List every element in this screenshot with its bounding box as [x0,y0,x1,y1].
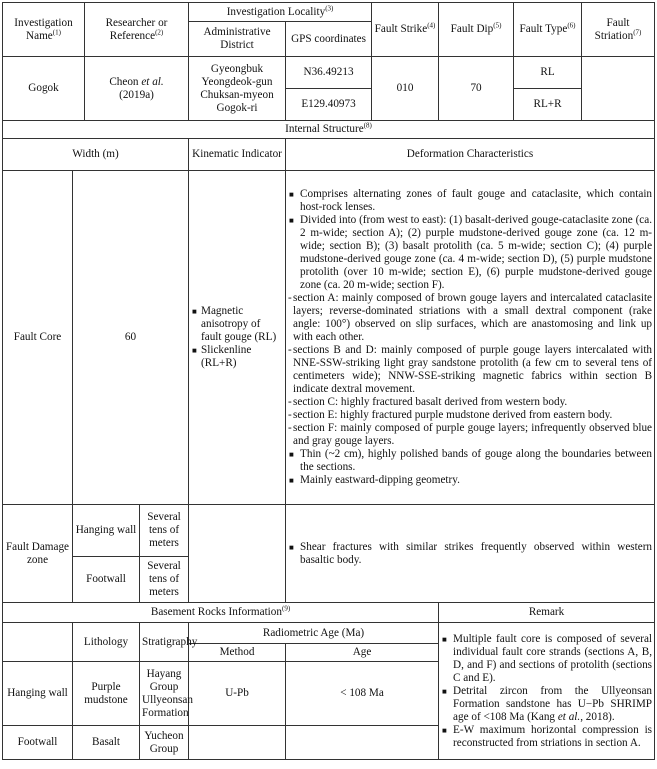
internal-structure-title: Internal Structure$^{(8)}$ [3,121,655,139]
kinematic-item: ■ Slickenline (RL+R) [191,344,283,370]
age-header: Age [286,644,439,662]
header-fault-type: Fault Type$^{(6)}$ [514,3,582,57]
header-fault-striation: Fault Striation$^{(7)}$ [582,3,655,57]
deformation-item: - section C: highly fractured basalt derived from western body. [288,396,652,409]
damage-deformation-item: ■ Shear fractures with similar strikes frequently observed within western basaltic body. [288,541,652,567]
header-fault-dip: Fault Dip$^{(5)}$ [439,3,514,57]
fault-core-width: 60 [73,171,189,505]
basement-fw-age-blank [286,726,439,760]
basement-fw-stratigraphy: Yucheon Group [140,726,189,760]
deformation-item: - section A: mainly composed of brown gouge layers and intercalated cataclasite layers; reverse-dominated striations with a small dextral component (rake angle: 100°) observed on slip surfaces, which are anastomosing and link up with each other. [288,292,652,344]
basement-hanging-wall-label: Hanging wall [3,662,73,726]
damage-hanging-wall-width: Several tens of meters [140,505,189,557]
basement-fw-lithology: Basalt [73,726,140,760]
remark-item: ■ E-W maximum horizontal compression is reconstructed from striations in section A. [441,724,652,750]
deformation-item: - sections B and D: mainly composed of purple gouge layers intercalated with NNE-SSW-striking light gray sandstone protolith (a few cm to several tens of centimeters wide); NNW-SSE-striking magnetic fabrics within section B indicate dextral movement. [288,344,652,396]
header-investigation-name: Investigation Name$^{(1)}$ [3,3,85,57]
header-gps: GPS coordinates [286,22,372,57]
fault-core-deformation [286,171,655,505]
header-researcher: Researcher or Reference$^{(2)}$ [85,3,189,57]
damage-zone-deformation [286,505,655,603]
basement-title: Basement Rocks Information$^{(9)}$ [3,603,439,623]
basement-hw-lithology: Purple mudstone [73,662,140,726]
site-type-rlr: RL+R [514,89,582,121]
remark-item: ■ Detrital zircon from the Ullyeonsan Formation sandstone has U−Pb SHRIMP age of <108 Ma (Kang et al., 2018). [441,685,652,724]
site-gps-east: E129.40973 [286,89,372,121]
damage-zone-label: Fault Damage zone [3,505,73,603]
basement-blank-header [3,623,73,662]
kinematic-item: ■ Magnetic anisotropy of fault gouge (RL) [191,305,283,344]
site-reference: Cheon et al. (2019a) [85,57,189,121]
deformation-header: Deformation Characteristics [286,139,655,171]
radiometric-header: Radiometric Age (Ma) [189,623,439,644]
fault-data-table [2,2,655,760]
site-name: Gogok [3,57,85,121]
deformation-item: - section E: highly fractured purple mudstone derived from eastern body. [288,409,652,422]
basement-fw-method-blank [189,726,286,760]
deformation-item: ■ Mainly eastward-dipping geometry. [288,474,652,487]
lithology-header: Lithology [73,623,140,662]
site-strike: 010 [372,57,439,121]
header-locality: Investigation Locality$^{(3)}$ [189,3,372,22]
header-admin-district: Administrative District [189,22,286,57]
site-striation-blank [582,57,655,121]
deformation-list [288,188,652,487]
remark-title: Remark [439,603,655,623]
fault-core-label: Fault Core [3,171,73,505]
basement-footwall-label: Footwall [3,726,73,760]
kinematic-indicators [189,171,286,505]
remark-item: ■ Multiple fault core is composed of several individual fault core strands (sections A, B, D, and F) and sections of protolith (sections C and E). [441,633,652,685]
deformation-item: ■ Thin (~2 cm), highly polished bands of gouge along the boundaries between the sections. [288,448,652,474]
deformation-item: ■ Divided into (from west to east): (1) basalt-derived gouge-cataclasite zone (ca. 2 m-wide; section A); (2) purple mudstone-derived gouge zone (ca. 12 m-wide; section B); (3) basalt protolith (ca. 5 m-wide; section C); (4) purple mudstone-derived gouge zone (ca. 4 m-wide; section D), (5) purple mudstone protolith (over 10 m-wide; section E), (6) purple mudstone-derived gouge zone (ca. 20 m-wide; section F). [288,214,652,292]
deformation-item: ■ Comprises alternating zones of fault gouge and cataclasite, which contain host-rock lenses. [288,188,652,214]
header-fault-strike: Fault Strike$^{(4)}$ [372,3,439,57]
site-type-rl: RL [514,57,582,89]
site-gps-north: N36.49213 [286,57,372,89]
basement-hw-age: < 108 Ma [286,662,439,726]
deformation-item: - section F: mainly composed of purple gouge layers; infrequently observed blue and gray gouge layers. [288,422,652,448]
damage-footwall-label: Footwall [73,557,140,603]
damage-hanging-wall-label: Hanging wall [73,505,140,557]
remark-body [439,623,655,760]
width-header: Width (m) [3,139,189,171]
site-district: Gyeongbuk Yeongdeok-gun Chuksan-myeon Gogok-ri [189,57,286,121]
damage-kinematic-blank [189,505,286,603]
stratigraphy-header: Stratigraphy [140,623,189,662]
basement-hw-stratigraphy: Hayang Group Ullyeonsan Formation [140,662,189,726]
basement-hw-method: U-Pb [189,662,286,726]
damage-footwall-width: Several tens of meters [140,557,189,603]
method-header: Method [189,644,286,662]
kinematic-header: Kinematic Indicator [189,139,286,171]
site-dip: 70 [439,57,514,121]
